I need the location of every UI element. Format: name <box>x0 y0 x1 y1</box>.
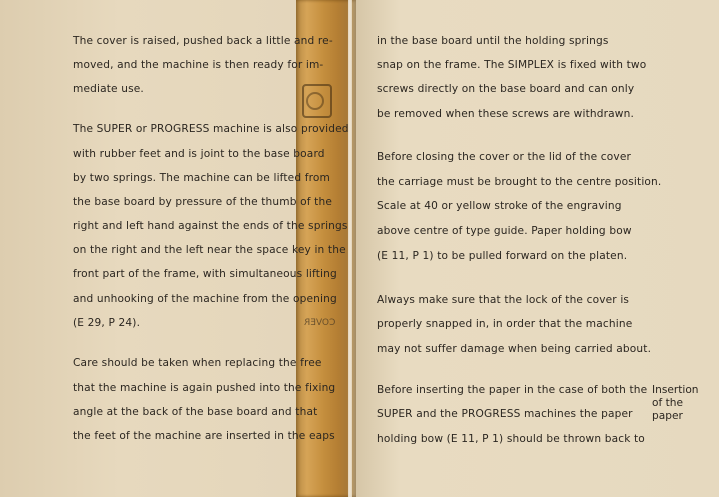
text-line: SUPER and the PROGRESS machines the paper <box>377 408 633 420</box>
text-line: holding bow (E 11, P 1) should be thrown back to <box>377 433 645 445</box>
text-line: above centre of type guide. Paper holding bow <box>377 225 632 237</box>
text-line: in the base board until the holding springs <box>377 35 609 47</box>
text-line: (E 11, P 1) to be pulled forward on the platen. <box>377 250 628 262</box>
text-line: mediate use. <box>73 83 144 95</box>
text-line: may not suffer damage when being carried about. <box>377 343 652 355</box>
text-line: screws directly on the base board and can only <box>377 83 635 95</box>
text-line: front part of the frame, with simultaneous lifting <box>73 268 337 280</box>
text-line: properly snapped in, in order that the machine <box>377 318 633 330</box>
text-line: that the machine is again pushed into the fixing <box>73 382 336 394</box>
margin-note-line: paper <box>652 410 683 422</box>
show-through-text: COVER <box>304 318 336 328</box>
text-line: (E 29, P 24). <box>73 317 141 329</box>
text-line: Scale at 40 or yellow stroke of the engraving <box>377 200 622 212</box>
text-line: the feet of the machine are inserted in the eaps <box>73 430 335 442</box>
text-line: moved, and the machine is then ready for im- <box>73 59 324 71</box>
text-line: the carriage must be brought to the centre position. <box>377 176 662 188</box>
text-line: and unhooking of the machine from the opening <box>73 293 337 305</box>
text-line: Before inserting the paper in the case of both the <box>377 384 648 396</box>
text-line: The cover is raised, pushed back a little and re- <box>73 35 333 47</box>
page-crease <box>348 0 352 497</box>
text-line: be removed when these screws are withdrawn. <box>377 108 634 120</box>
text-line: The SUPER or PROGRESS machine is also provided <box>73 123 349 135</box>
margin-note-line: of the <box>652 397 683 409</box>
text-line: right and left hand against the ends of the springs <box>73 220 348 232</box>
text-line: with rubber feet and is joint to the base board <box>73 148 325 160</box>
text-line: by two springs. The machine can be lifted from <box>73 172 330 184</box>
text-line: on the right and the left near the space key in the <box>73 244 346 256</box>
margin-note-line: Insertion <box>652 384 699 396</box>
text-line: angle at the back of the base board and that <box>73 406 318 418</box>
text-line: Care should be taken when replacing the free <box>73 357 322 369</box>
stamp-ring <box>306 92 324 110</box>
margin-note <box>652 384 699 423</box>
text-line: snap on the frame. The SIMPLEX is fixed with two <box>377 59 647 71</box>
text-line: Always make sure that the lock of the cover is <box>377 294 630 306</box>
text-line: Before closing the cover or the lid of the cover <box>377 151 632 163</box>
text-line: the base board by pressure of the thumb of the <box>73 196 333 208</box>
